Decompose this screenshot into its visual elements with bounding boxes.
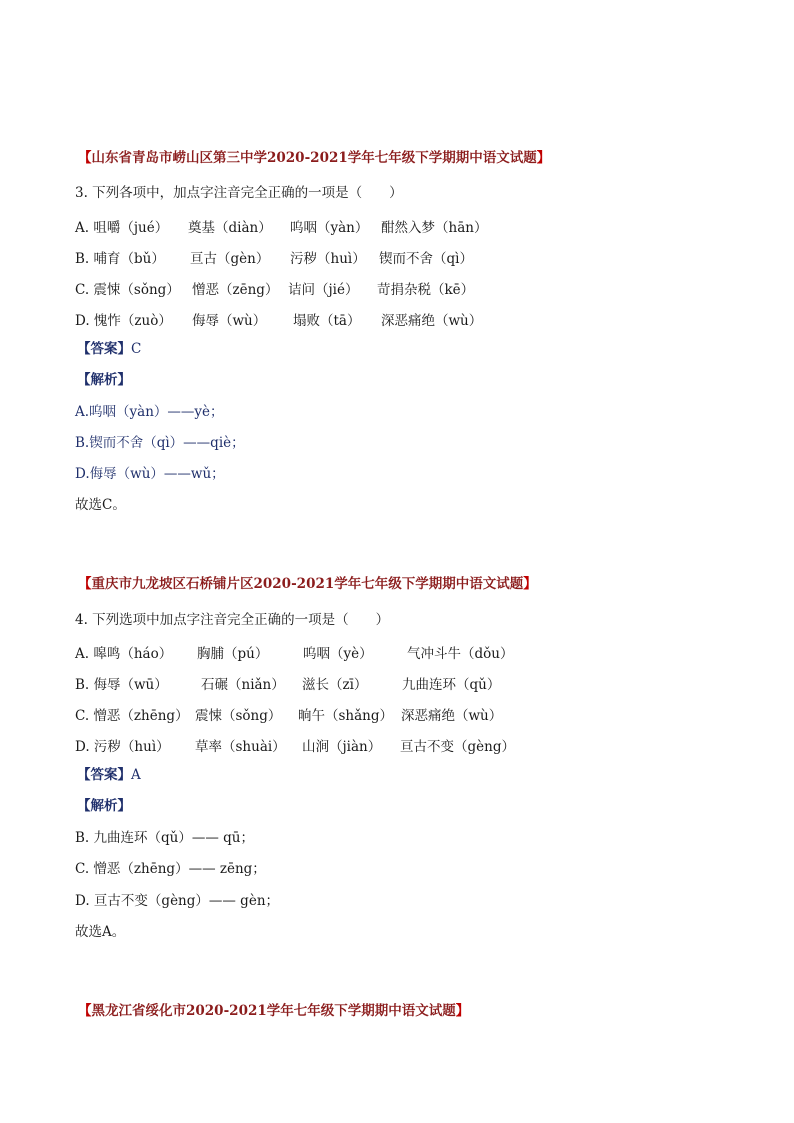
option-row [75,278,775,296]
option-row [75,309,775,327]
option-item: 九曲连环（qǔ） [402,677,501,693]
option-item: B. 侮辱（wū） [75,677,168,693]
question-3: 3. 下列各项中，加点字注音完全正确的一项是（ ） [75,185,403,201]
option-item: 气冲斗牛（dǒu） [407,646,514,662]
source-heading-3 [78,1002,469,1020]
analysis-label [77,371,131,389]
option-item: 晌午（shǎng） [298,708,394,724]
analysis-label-text: 【解析】 [77,798,131,814]
option-item: 深恶痛绝（wù） [381,313,483,329]
option-item: 草率（shuài） [195,739,286,755]
answer-value: C [131,341,142,357]
option-item: 山涧（jiàn） [302,739,382,755]
option-row [75,642,775,660]
option-item: 亘古不变（gèng） [400,739,515,755]
option-item: 石碾（niǎn） [201,677,285,693]
option-item: 苛捐杂税（kē） [377,282,475,298]
source-text: 山东省青岛市崂山区第三中学2020-2021学年七年级下学期期中语文试题 [91,150,537,166]
option-item: 奠基（diàn） [188,220,272,236]
option-item: 胸脯（pú） [197,646,269,662]
bracket-close: 】 [455,1003,470,1019]
option-item: 呜咽（yàn） [290,220,369,236]
option-row [75,673,775,691]
answer-label: 【答案】 [77,767,131,783]
option-item: 深恶痛绝（wù） [401,708,503,724]
bracket-close: 】 [536,150,551,166]
answer-value: A [131,767,141,783]
conclusion: 故选C。 [75,497,126,513]
option-item: A. 嗥鸣（háo） [75,646,173,662]
option-item: 憎恶（zēng） [192,282,279,298]
option-row [75,704,775,722]
answer-line [77,766,141,784]
option-item: 亘古（gèn） [190,251,270,267]
option-item: B. 哺育（bǔ） [75,251,165,267]
option-item: 震悚（sǒng） [195,708,282,724]
option-item: 滋长（zī） [302,677,368,693]
option-row [75,216,775,234]
analysis-label-text: 【解析】 [77,372,131,388]
option-item: 锲而不舍（qì） [379,251,473,267]
source-heading-1 [78,149,550,167]
option-item: 侮辱（wù） [192,313,267,329]
source-heading-2 [78,575,537,593]
bracket-open: 【 [78,1003,92,1019]
bracket-open: 【 [78,150,92,166]
option-item: D. 污秽（huì） [75,739,170,755]
option-item: 酣然入梦（hān） [381,220,488,236]
analysis-item: B. 九曲连环（qǔ）—— qū； [75,830,254,846]
source-text: 黑龙江省绥化市2020-2021学年七年级下学期期中语文试题 [91,1003,456,1019]
question-4: 4. 下列选项中加点字注音完全正确的一项是（ ） [75,612,390,628]
bracket-close: 】 [523,576,537,592]
analysis-label [77,797,131,815]
conclusion: 故选A。 [75,924,126,940]
option-item: C. 憎恶（zhēng） [75,708,189,724]
option-row [75,247,775,265]
option-item: 塌败（tā） [293,313,361,329]
analysis-item: D.侮辱（wù）——wǔ； [75,466,225,482]
answer-line [77,340,141,358]
option-item: A. 咀嚼（jué） [75,220,169,236]
analysis-item: C. 憎恶（zhēng）—— zēng； [75,861,266,877]
option-item: 污秽（huì） [290,251,366,267]
analysis-item: D. 亘古不变（gèng）—— gèn； [75,893,280,909]
analysis-item: B.锲而不舍（qì）——qiè； [75,435,245,451]
option-item: 诘问（jié） [288,282,359,298]
analysis-item: A.呜咽（yàn）——yè； [75,404,224,420]
bracket-open: 【 [78,576,92,592]
option-item: C. 震悚（sǒng） [75,282,180,298]
option-item: D. 愧怍（zuò） [75,313,172,329]
source-text: 重庆市九龙坡区石桥铺片区2020-2021学年七年级下学期期中语文试题 [91,576,524,592]
option-row [75,735,775,753]
answer-label: 【答案】 [77,341,131,357]
option-item: 呜咽（yè） [303,646,373,662]
